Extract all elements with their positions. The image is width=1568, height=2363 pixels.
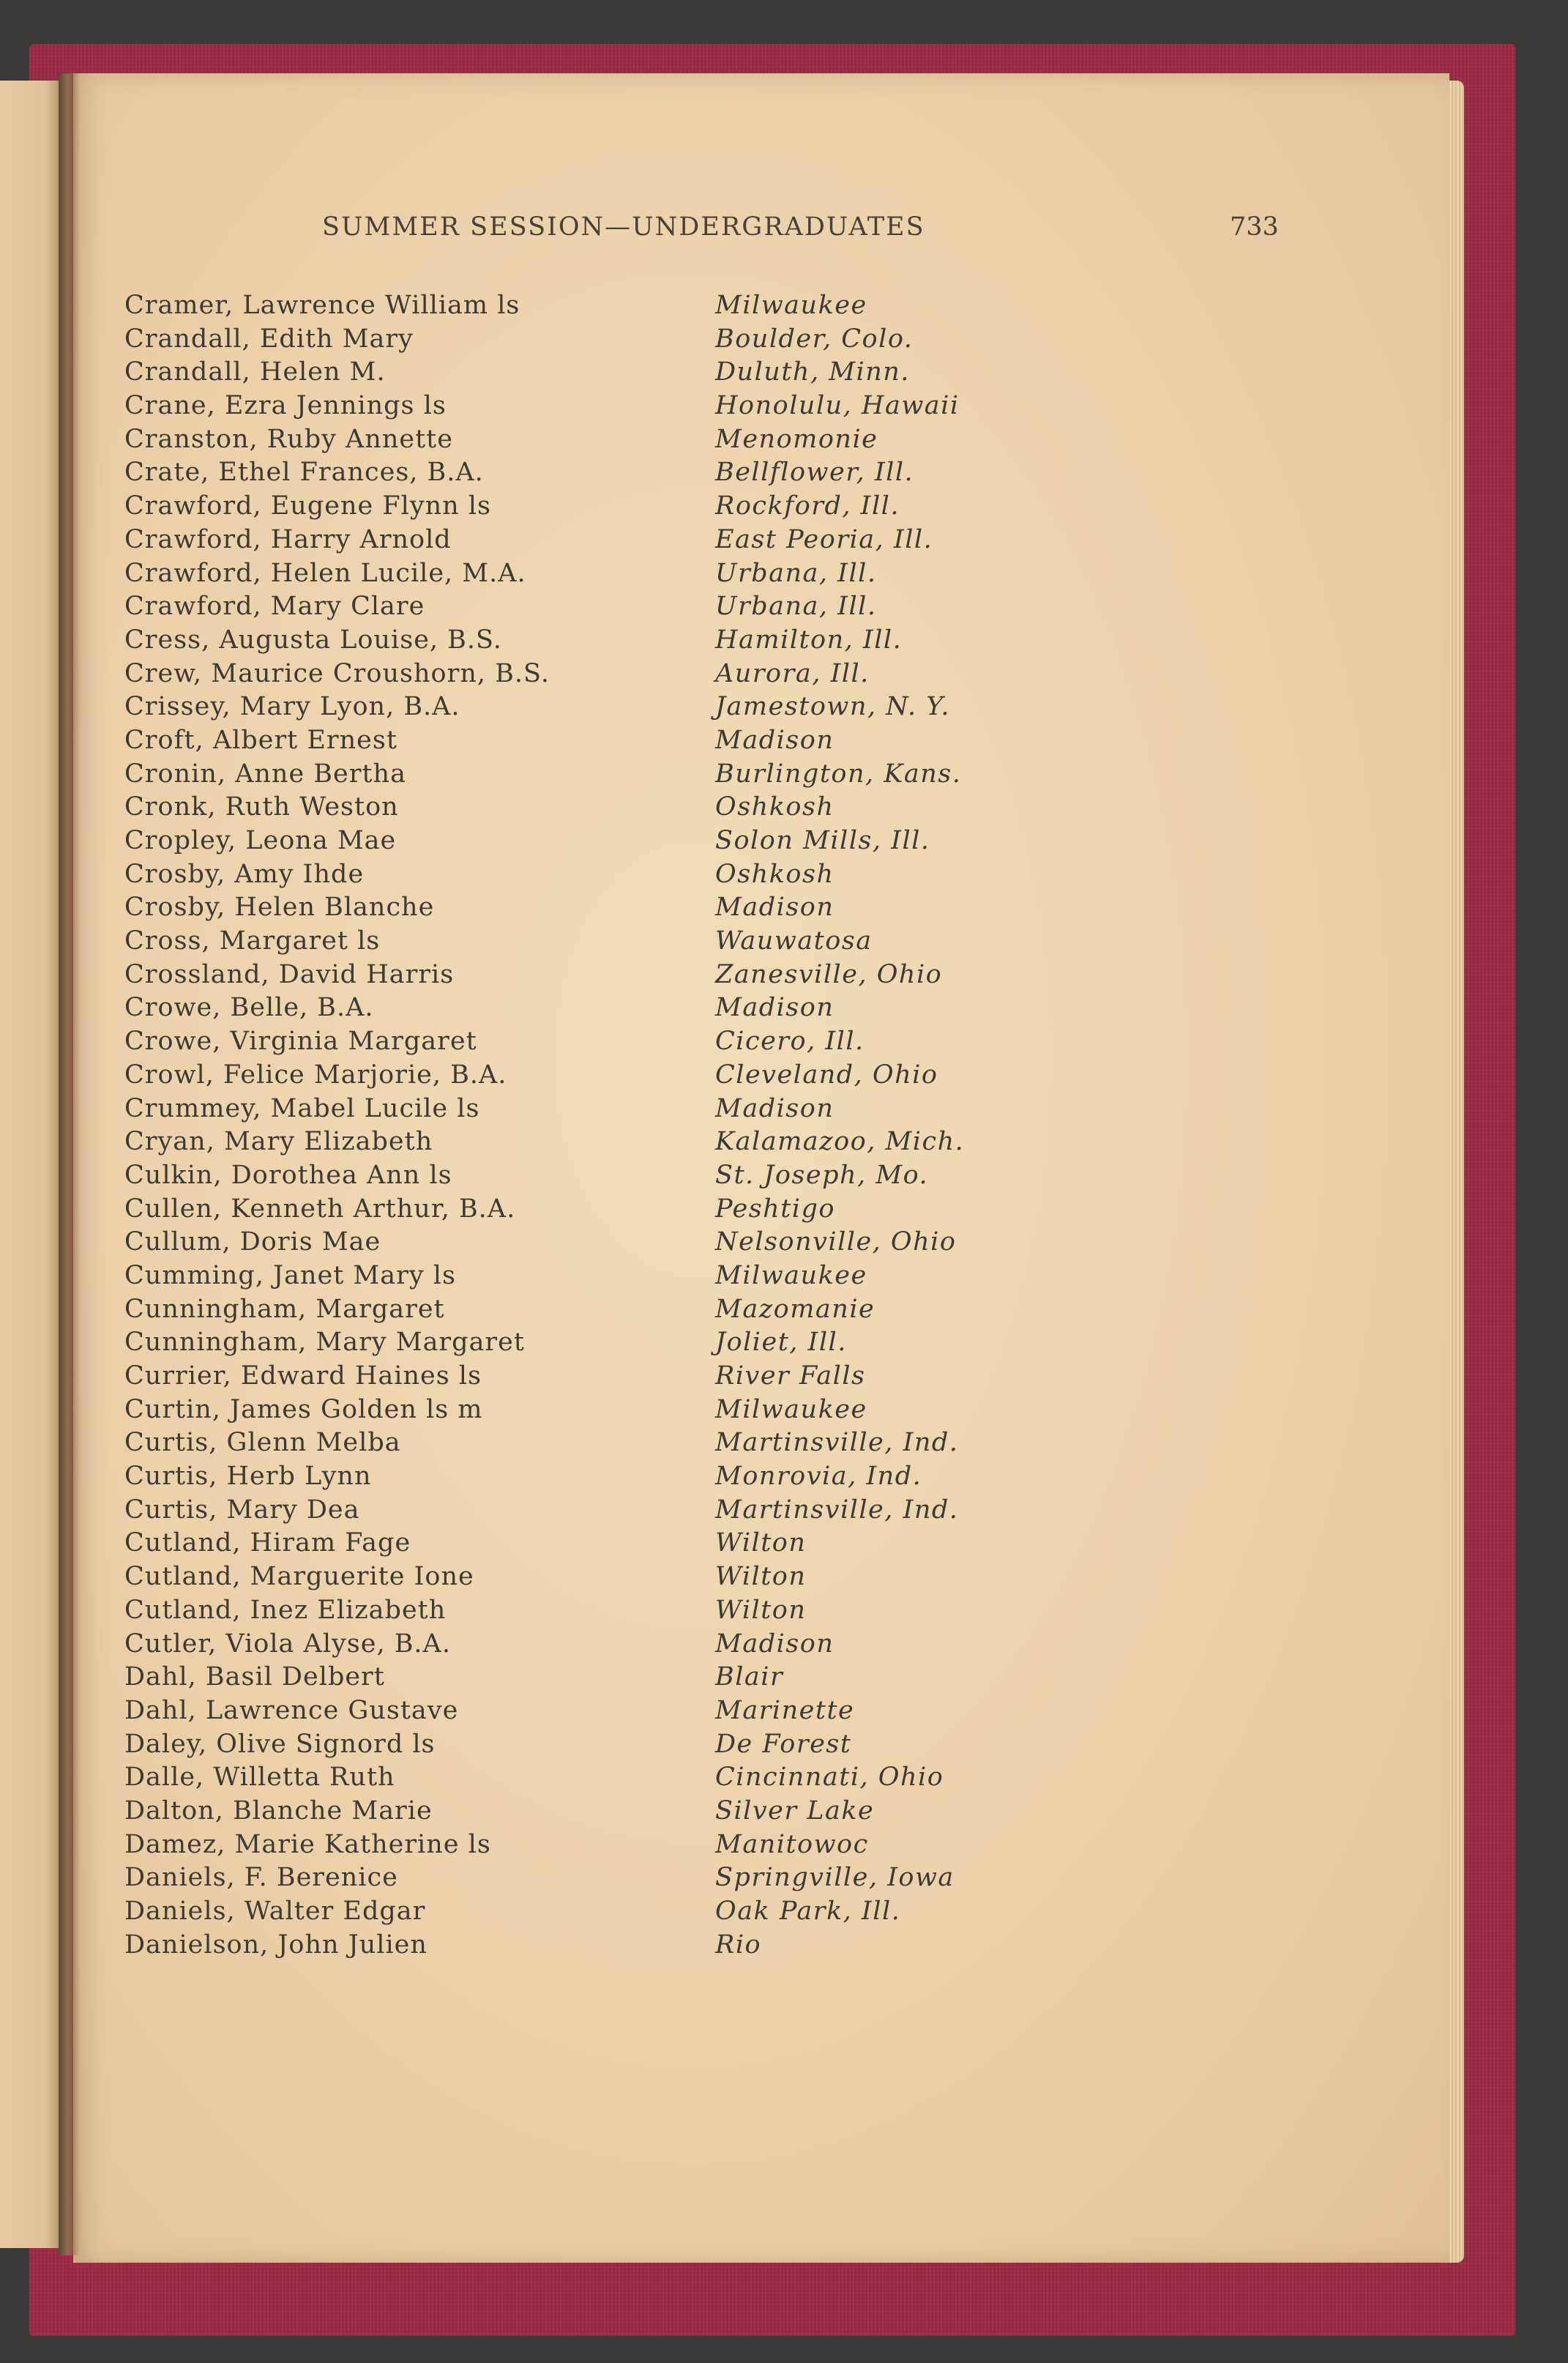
student-name: Daniels, F. Berenice <box>124 1863 398 1893</box>
student-name: Curtis, Herb Lynn <box>124 1462 372 1492</box>
student-name: Crosby, Amy Ihde <box>124 859 365 889</box>
list-item <box>124 858 1222 892</box>
page-number: 733 <box>1230 212 1279 242</box>
hometown: Boulder, Colo. <box>715 324 914 354</box>
list-item <box>124 289 1222 323</box>
student-name: Curtis, Glenn Melba <box>124 1428 401 1458</box>
list-item <box>124 323 1222 357</box>
student-name: Crawford, Helen Lucile, M.A. <box>124 558 526 588</box>
hometown: Marinette <box>715 1695 855 1725</box>
list-item <box>124 1494 1222 1527</box>
student-name: Cutland, Hiram Fage <box>124 1528 411 1558</box>
student-name: Crissey, Mary Lyon, B.A. <box>124 692 460 722</box>
student-list <box>124 289 1222 1962</box>
list-item <box>124 490 1222 524</box>
list-item <box>124 1226 1222 1259</box>
student-name: Crew, Maurice Croushorn, B.S. <box>124 658 550 688</box>
list-item <box>124 891 1222 925</box>
hometown: Rockford, Ill. <box>715 491 900 521</box>
list-item <box>124 356 1222 390</box>
student-name: Danielson, John Julien <box>124 1930 428 1960</box>
list-item <box>124 1360 1222 1393</box>
hometown: Cincinnati, Ohio <box>715 1763 944 1793</box>
list-item <box>124 1828 1222 1862</box>
student-name: Daley, Olive Signord ls <box>124 1729 436 1759</box>
student-name: Damez, Marie Katherine ls <box>124 1829 491 1859</box>
page-title: SUMMER SESSION—UNDERGRADUATES <box>322 212 925 242</box>
list-item <box>124 1594 1222 1628</box>
hometown: Martinsville, Ind. <box>715 1495 959 1525</box>
hometown: Wilton <box>715 1562 807 1592</box>
list-item <box>124 1694 1222 1728</box>
student-name: Cullum, Doris Mae <box>124 1227 381 1257</box>
student-name: Cumming, Janet Mary ls <box>124 1260 456 1290</box>
hometown: Milwaukee <box>715 1260 867 1290</box>
hometown: Joliet, Ill. <box>715 1328 847 1358</box>
hometown: Milwaukee <box>715 291 867 320</box>
book-page <box>73 73 1449 2263</box>
student-name: Crawford, Mary Clare <box>124 592 425 622</box>
student-name: Curtin, James Golden ls m <box>124 1394 483 1424</box>
hometown: Martinsville, Ind. <box>715 1428 959 1458</box>
list-item <box>124 1125 1222 1159</box>
student-name: Dahl, Basil Delbert <box>124 1662 385 1692</box>
student-name: Cryan, Mary Elizabeth <box>124 1127 433 1157</box>
list-item <box>124 1426 1222 1460</box>
student-name: Daniels, Walter Edgar <box>124 1897 426 1926</box>
hometown: Hamilton, Ill. <box>715 625 903 655</box>
list-item <box>124 724 1222 758</box>
hometown: Zanesville, Ohio <box>715 959 943 989</box>
list-item <box>124 1293 1222 1327</box>
list-item <box>124 423 1222 457</box>
hometown: Silver Lake <box>715 1795 875 1826</box>
gutter-shadow <box>59 73 81 2255</box>
student-name: Currier, Edward Haines ls <box>124 1361 482 1391</box>
hometown: East Peoria, Ill. <box>715 524 933 554</box>
hometown: Oshkosh <box>715 792 835 822</box>
hometown: Burlington, Kans. <box>715 759 962 789</box>
list-item <box>124 658 1222 691</box>
hometown: Oak Park, Ill. <box>715 1897 901 1926</box>
list-item <box>124 691 1222 724</box>
list-item <box>124 758 1222 792</box>
student-name: Crowe, Belle, B.A. <box>124 993 374 1023</box>
list-item <box>124 1728 1222 1762</box>
hometown: Springville, Iowa <box>715 1863 955 1893</box>
student-name: Cullen, Kenneth Arthur, B.A. <box>124 1194 516 1224</box>
list-item <box>124 1761 1222 1795</box>
list-item <box>124 1628 1222 1661</box>
student-name: Crate, Ethel Frances, B.A. <box>124 458 484 488</box>
hometown: Madison <box>715 993 835 1023</box>
student-name: Crossland, David Harris <box>124 959 455 989</box>
hometown: River Falls <box>715 1361 866 1391</box>
hometown: Madison <box>715 1093 835 1123</box>
hometown: Cicero, Ill. <box>715 1027 865 1057</box>
hometown: Cleveland, Ohio <box>715 1060 938 1090</box>
hometown: Nelsonville, Ohio <box>715 1227 957 1257</box>
hometown: Urbana, Ill. <box>715 592 877 622</box>
student-name: Crandall, Edith Mary <box>124 324 414 354</box>
student-name: Crawford, Eugene Flynn ls <box>124 491 491 521</box>
list-item <box>124 959 1222 992</box>
hometown: Wilton <box>715 1595 807 1625</box>
student-name: Crummey, Mabel Lucile ls <box>124 1093 480 1123</box>
hometown: Menomonie <box>715 424 878 454</box>
hometown: Wauwatosa <box>715 926 873 956</box>
list-item <box>124 456 1222 490</box>
list-item <box>124 557 1222 591</box>
list-item <box>124 1259 1222 1293</box>
student-name: Dalton, Blanche Marie <box>124 1795 433 1826</box>
student-name: Cunningham, Margaret <box>124 1294 445 1324</box>
hometown: Mazomanie <box>715 1294 876 1324</box>
list-item <box>124 590 1222 624</box>
running-head <box>322 212 1279 249</box>
hometown: St. Joseph, Mo. <box>715 1160 929 1190</box>
student-name: Cunningham, Mary Margaret <box>124 1328 525 1358</box>
student-name: Crandall, Helen M. <box>124 357 386 387</box>
hometown: Urbana, Ill. <box>715 558 877 588</box>
list-item <box>124 1895 1222 1929</box>
previous-page-edge <box>0 81 64 2248</box>
student-name: Crane, Ezra Jennings ls <box>124 391 447 421</box>
list-item <box>124 1059 1222 1093</box>
student-name: Cross, Margaret ls <box>124 926 381 956</box>
student-name: Cress, Augusta Louise, B.S. <box>124 625 502 655</box>
hometown: Madison <box>715 1629 835 1659</box>
student-name: Cutler, Viola Alyse, B.A. <box>124 1629 451 1659</box>
student-name: Cronk, Ruth Weston <box>124 792 399 822</box>
student-name: Culkin, Dorothea Ann ls <box>124 1160 452 1190</box>
hometown: Monrovia, Ind. <box>715 1462 922 1492</box>
list-item <box>124 1326 1222 1360</box>
hometown: De Forest <box>715 1729 852 1759</box>
list-item <box>124 1929 1222 1962</box>
hometown: Blair <box>715 1662 784 1692</box>
student-name: Crawford, Harry Arnold <box>124 524 452 554</box>
hometown: Oshkosh <box>715 859 835 889</box>
list-item <box>124 1661 1222 1694</box>
list-item <box>124 1025 1222 1059</box>
hometown: Honolulu, Hawaii <box>715 391 960 421</box>
hometown: Wilton <box>715 1528 807 1558</box>
student-name: Crowl, Felice Marjorie, B.A. <box>124 1060 507 1090</box>
hometown: Rio <box>715 1930 762 1960</box>
student-name: Cutland, Marguerite Ione <box>124 1562 474 1592</box>
hometown: Peshtigo <box>715 1194 835 1224</box>
student-name: Dalle, Willetta Ruth <box>124 1763 395 1793</box>
hometown: Madison <box>715 893 835 923</box>
hometown: Solon Mills, Ill. <box>715 826 930 855</box>
list-item <box>124 1795 1222 1828</box>
hometown: Milwaukee <box>715 1394 867 1424</box>
list-item <box>124 1861 1222 1895</box>
list-item <box>124 991 1222 1025</box>
student-name: Cramer, Lawrence William ls <box>124 291 520 320</box>
hometown: Aurora, Ill. <box>715 658 870 688</box>
list-item <box>124 524 1222 557</box>
student-name: Cropley, Leona Mae <box>124 826 397 855</box>
list-item <box>124 624 1222 658</box>
hometown: Duluth, Minn. <box>715 357 910 387</box>
list-item <box>124 1393 1222 1427</box>
hometown: Bellflower, Ill. <box>715 458 914 488</box>
list-item <box>124 825 1222 858</box>
student-name: Dahl, Lawrence Gustave <box>124 1695 459 1725</box>
list-item <box>124 390 1222 423</box>
list-item <box>124 1159 1222 1193</box>
list-item <box>124 1560 1222 1594</box>
student-name: Cutland, Inez Elizabeth <box>124 1595 447 1625</box>
student-name: Curtis, Mary Dea <box>124 1495 360 1525</box>
student-name: Crowe, Virginia Margaret <box>124 1027 477 1057</box>
list-item <box>124 791 1222 825</box>
hometown: Kalamazoo, Mich. <box>715 1127 965 1157</box>
hometown: Manitowoc <box>715 1829 869 1859</box>
hometown: Jamestown, N. Y. <box>715 692 951 722</box>
list-item <box>124 925 1222 959</box>
hometown: Madison <box>715 725 835 755</box>
student-name: Cronin, Anne Bertha <box>124 759 406 789</box>
list-item <box>124 1193 1222 1227</box>
student-name: Crosby, Helen Blanche <box>124 893 435 923</box>
student-name: Cranston, Ruby Annette <box>124 424 453 454</box>
list-item <box>124 1460 1222 1494</box>
student-name: Croft, Albert Ernest <box>124 725 397 755</box>
list-item <box>124 1093 1222 1126</box>
list-item <box>124 1527 1222 1560</box>
